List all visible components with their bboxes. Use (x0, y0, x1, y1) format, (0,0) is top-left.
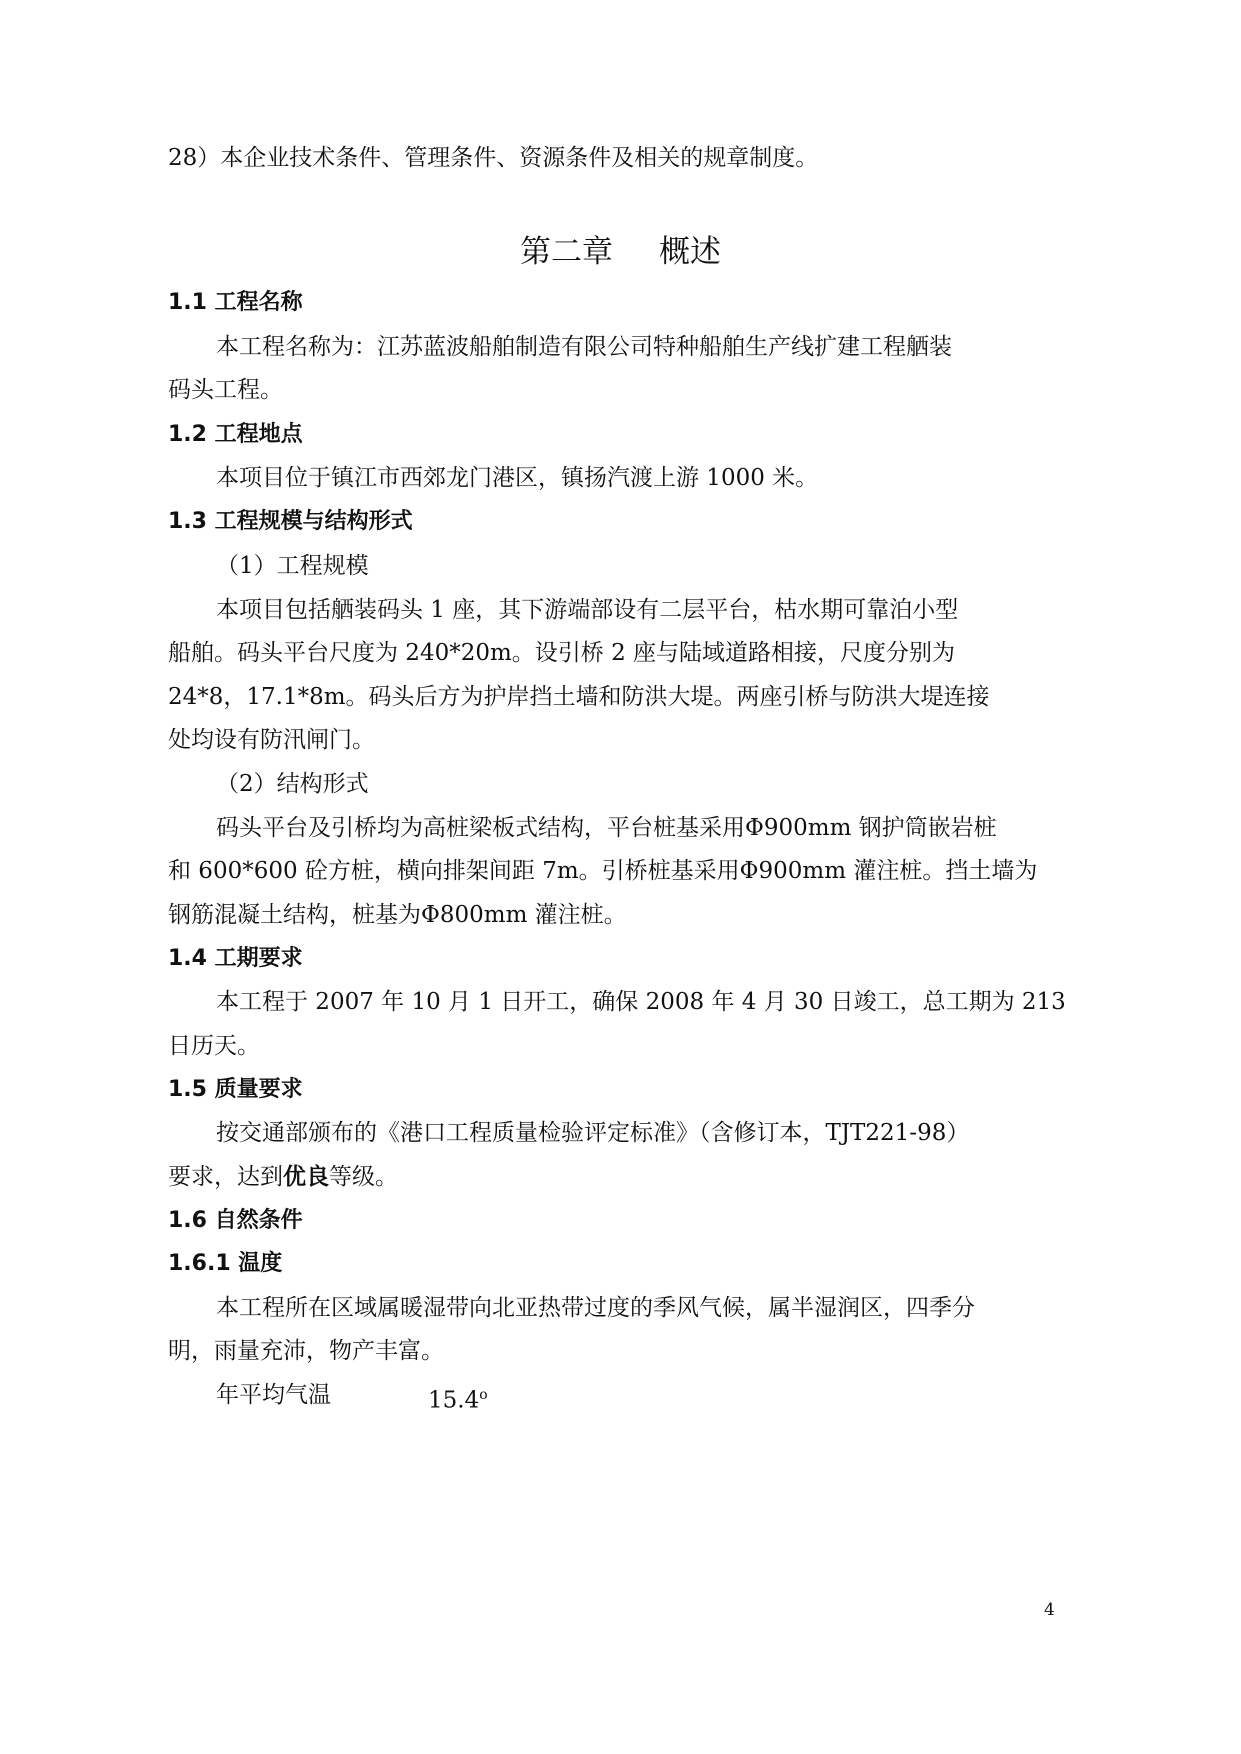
chapter-name: 概述 (659, 234, 721, 270)
text-span: 要求，达到 (168, 1164, 283, 1190)
section-heading-1-5: 1.5 质量要求 (168, 1077, 303, 1102)
temperature-value (428, 1381, 488, 1415)
paragraph-line: 明，雨量充沛，物产丰富。 (168, 1338, 444, 1364)
paragraph-line: 船舶。码头平台尺度为 240*20m。设引桥 2 座与陆域道路相接，尺度分别为 (168, 640, 956, 666)
section-heading-1-1: 1.1 工程名称 (168, 290, 303, 315)
list-item-28: 28）本企业技术条件、管理条件、资源条件及相关的规章制度。 (168, 145, 819, 171)
paragraph-line (168, 1163, 398, 1191)
temperature-row (216, 1381, 616, 1414)
temperature-number: 15.4 (428, 1387, 480, 1414)
degree-mark: o (479, 1387, 488, 1403)
section-heading-1-6-1: 1.6.1 温度 (168, 1251, 283, 1276)
paragraph-line: 码头工程。 (168, 377, 283, 403)
chapter-number: 第二章 (520, 234, 613, 270)
paragraph-line: 本工程所在区域属暖湿带向北亚热带过度的季风气候，属半湿润区，四季分 (216, 1295, 975, 1321)
paragraph-line: 日历天。 (168, 1033, 260, 1059)
bold-text: 优良 (283, 1163, 329, 1190)
paragraph-line: 本工程于 2007 年 10 月 1 日开工，确保 2008 年 4 月 30 日竣工，总工期为 213 (216, 989, 1066, 1015)
paragraph-line: 本项目包括舾装码头 1 座，其下游端部设有二层平台，枯水期可靠泊小型 (216, 597, 959, 623)
subsection-label: （1）工程规模 (216, 553, 369, 579)
page-number: 4 (1044, 1600, 1055, 1620)
paragraph-line: 和 600*600 砼方桩，横向排架间距 7m。引桥桩基采用Φ900mm 灌注桩。挡土墙为 (168, 858, 1038, 884)
section-heading-1-4: 1.4 工期要求 (168, 946, 303, 971)
paragraph-line: 24*8，17.1*8m。码头后方为护岸挡土墙和防洪大堤。两座引桥与防洪大堤连接 (168, 684, 990, 710)
paragraph-line: 钢筋混凝土结构，桩基为Φ800mm 灌注桩。 (168, 902, 627, 928)
paragraph-line: 处均设有防汛闸门。 (168, 727, 375, 753)
subsection-label: （2）结构形式 (216, 771, 369, 797)
temperature-label: 年平均气温 (216, 1382, 331, 1408)
section-heading-1-3: 1.3 工程规模与结构形式 (168, 509, 413, 534)
section-heading-1-6: 1.6 自然条件 (168, 1208, 303, 1233)
paragraph-line: 按交通部颁布的《港口工程质量检验评定标准》（含修订本，TJT221-98） (216, 1120, 970, 1146)
text-span: 等级。 (329, 1164, 398, 1190)
paragraph-line: 本工程名称为：江苏蓝波船舶制造有限公司特种船舶生产线扩建工程舾装 (216, 334, 952, 360)
section-heading-1-2: 1.2 工程地点 (168, 422, 303, 447)
paragraph-line: 码头平台及引桥均为高桩梁板式结构，平台桩基采用Φ900mm 钢护筒嵌岩桩 (216, 815, 997, 841)
chapter-title (0, 232, 1241, 272)
paragraph-line: 本项目位于镇江市西郊龙门港区，镇扬汽渡上游 1000 米。 (216, 465, 819, 491)
